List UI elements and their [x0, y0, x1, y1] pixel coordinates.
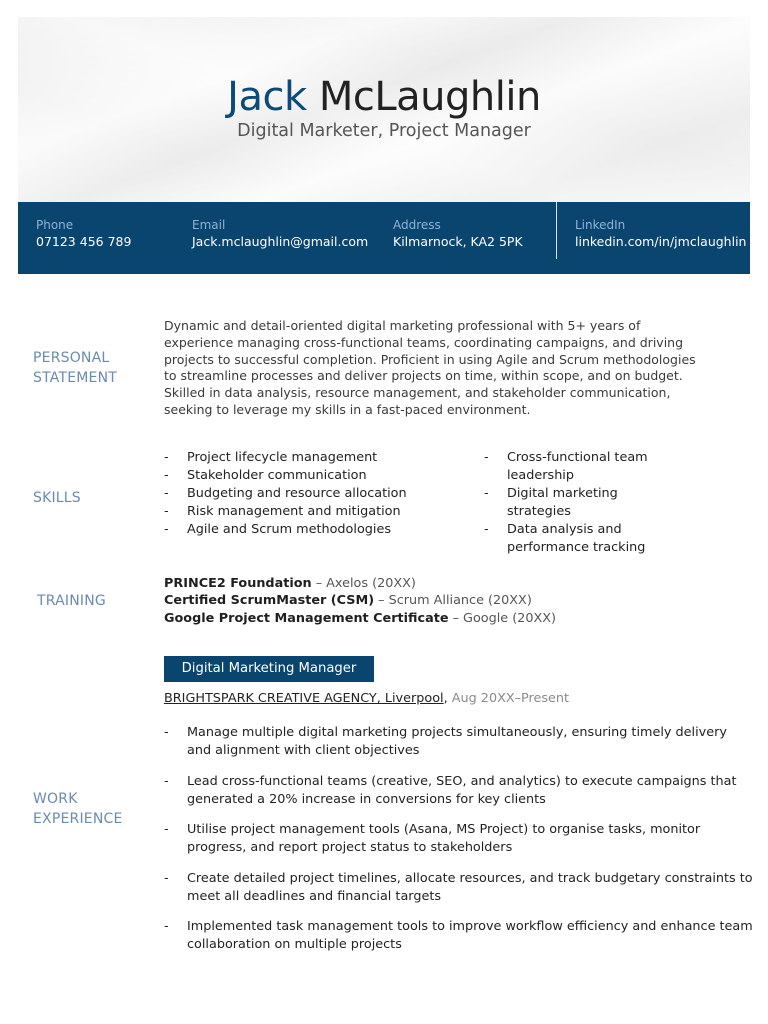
section-label-personal-statement — [33, 348, 117, 388]
contact-label: LinkedIn — [575, 218, 626, 232]
duties-list — [164, 724, 754, 967]
statement-line: seeking to leverage my skills in a fast-paced environment. — [164, 401, 531, 417]
label-line: WORK — [33, 791, 78, 807]
label-line: STATEMENT — [33, 370, 117, 386]
statement-line: projects to successful completion. Proficient in using Agile and Scrum methodologies — [164, 351, 696, 367]
contact-email — [192, 218, 368, 250]
training-provider: – Axelos (20XX) — [311, 576, 416, 591]
email-value[interactable]: Jack.mclaughlin@gmail.com — [192, 234, 369, 249]
training-name: Certified ScrumMaster (CSM) — [164, 593, 375, 609]
last-name: McLaughlin — [318, 74, 541, 120]
job-title-subtitle: Digital Marketer, Project Manager — [237, 121, 531, 141]
first-name: Jack — [227, 74, 307, 120]
statement-line: experience managing cross-functional teams, coordinating campaigns, and driving — [164, 334, 684, 350]
skill-item: - Stakeholder communication — [164, 467, 464, 485]
skills-list-right — [484, 449, 674, 557]
statement-line: Dynamic and detail-oriented digital marketing professional with 5+ years of — [164, 318, 641, 333]
training-name: Google Project Management Certificate — [164, 610, 449, 626]
training-item — [164, 575, 556, 592]
job-title-badge: Digital Marketing Manager — [164, 656, 374, 682]
section-label-work-experience — [33, 789, 123, 829]
phone-value: 07123 456 789 — [36, 234, 132, 249]
contact-label: Phone — [36, 218, 74, 232]
section-label-training: TRAINING — [37, 593, 106, 609]
training-item — [164, 592, 556, 609]
skills-list-left — [164, 449, 464, 539]
section-label-skills: SKILLS — [33, 490, 81, 506]
resume-header — [18, 17, 750, 202]
contact-divider — [556, 202, 557, 259]
address-value: Kilmarnock, KA2 5PK — [393, 234, 523, 249]
contact-label: Email — [192, 218, 226, 232]
training-list — [164, 575, 556, 627]
company-line — [164, 690, 569, 707]
skill-item: - Cross-functional team leadership — [484, 449, 674, 485]
label-line: EXPERIENCE — [33, 811, 123, 827]
skill-item: - Budgeting and resource allocation — [164, 485, 464, 503]
skill-item: - Data analysis and performance tracking — [484, 521, 674, 557]
personal-statement-text — [164, 318, 736, 419]
training-name: PRINCE2 Foundation — [164, 576, 312, 591]
company-separator: , — [443, 691, 452, 706]
full-name — [18, 73, 750, 121]
duty-item: - Create detailed project timelines, allocate resources, and track budgetary constraints to meet all deadlines and financial targets — [164, 870, 754, 906]
skill-item: - Risk management and mitigation — [164, 503, 464, 521]
skill-item: - Agile and Scrum methodologies — [164, 521, 464, 539]
skill-item: - Project lifecycle management — [164, 449, 464, 467]
skill-item: - Digital marketing strategies — [484, 485, 674, 521]
contact-phone — [36, 218, 131, 250]
employment-dates: Aug 20XX–Present — [451, 691, 570, 706]
contact-label: Address — [393, 218, 441, 232]
statement-line: Skilled in data analysis, resource management, and stakeholder communication, — [164, 385, 671, 401]
training-provider: – Scrum Alliance (20XX) — [374, 593, 532, 609]
duty-item: - Lead cross-functional teams (creative, SEO, and analytics) to execute campaigns that generated a 20% increase in conversions for key clients — [164, 773, 754, 809]
contact-linkedin — [575, 218, 746, 250]
duty-item: - Utilise project management tools (Asana, MS Project) to organise tasks, monitor progress, and report project status to stakeholders — [164, 821, 754, 857]
duty-item: - Implemented task management tools to improve workflow efficiency and enhance team collaboration on multiple projects — [164, 918, 754, 954]
company-name: BRIGHTSPARK CREATIVE AGENCY, Liverpool — [164, 691, 444, 706]
linkedin-value[interactable]: linkedin.com/in/jmclaughlin — [575, 234, 747, 249]
training-provider: – Google (20XX) — [448, 610, 557, 626]
contact-bar — [18, 202, 750, 274]
label-line: PERSONAL — [33, 350, 110, 366]
training-item — [164, 610, 556, 627]
contact-address — [393, 218, 523, 250]
duty-item: - Manage multiple digital marketing projects simultaneously, ensuring timely delivery and alignment with client objectives — [164, 724, 754, 760]
statement-line: to streamline processes and deliver projects on time, within scope, and on budget. — [164, 368, 683, 384]
